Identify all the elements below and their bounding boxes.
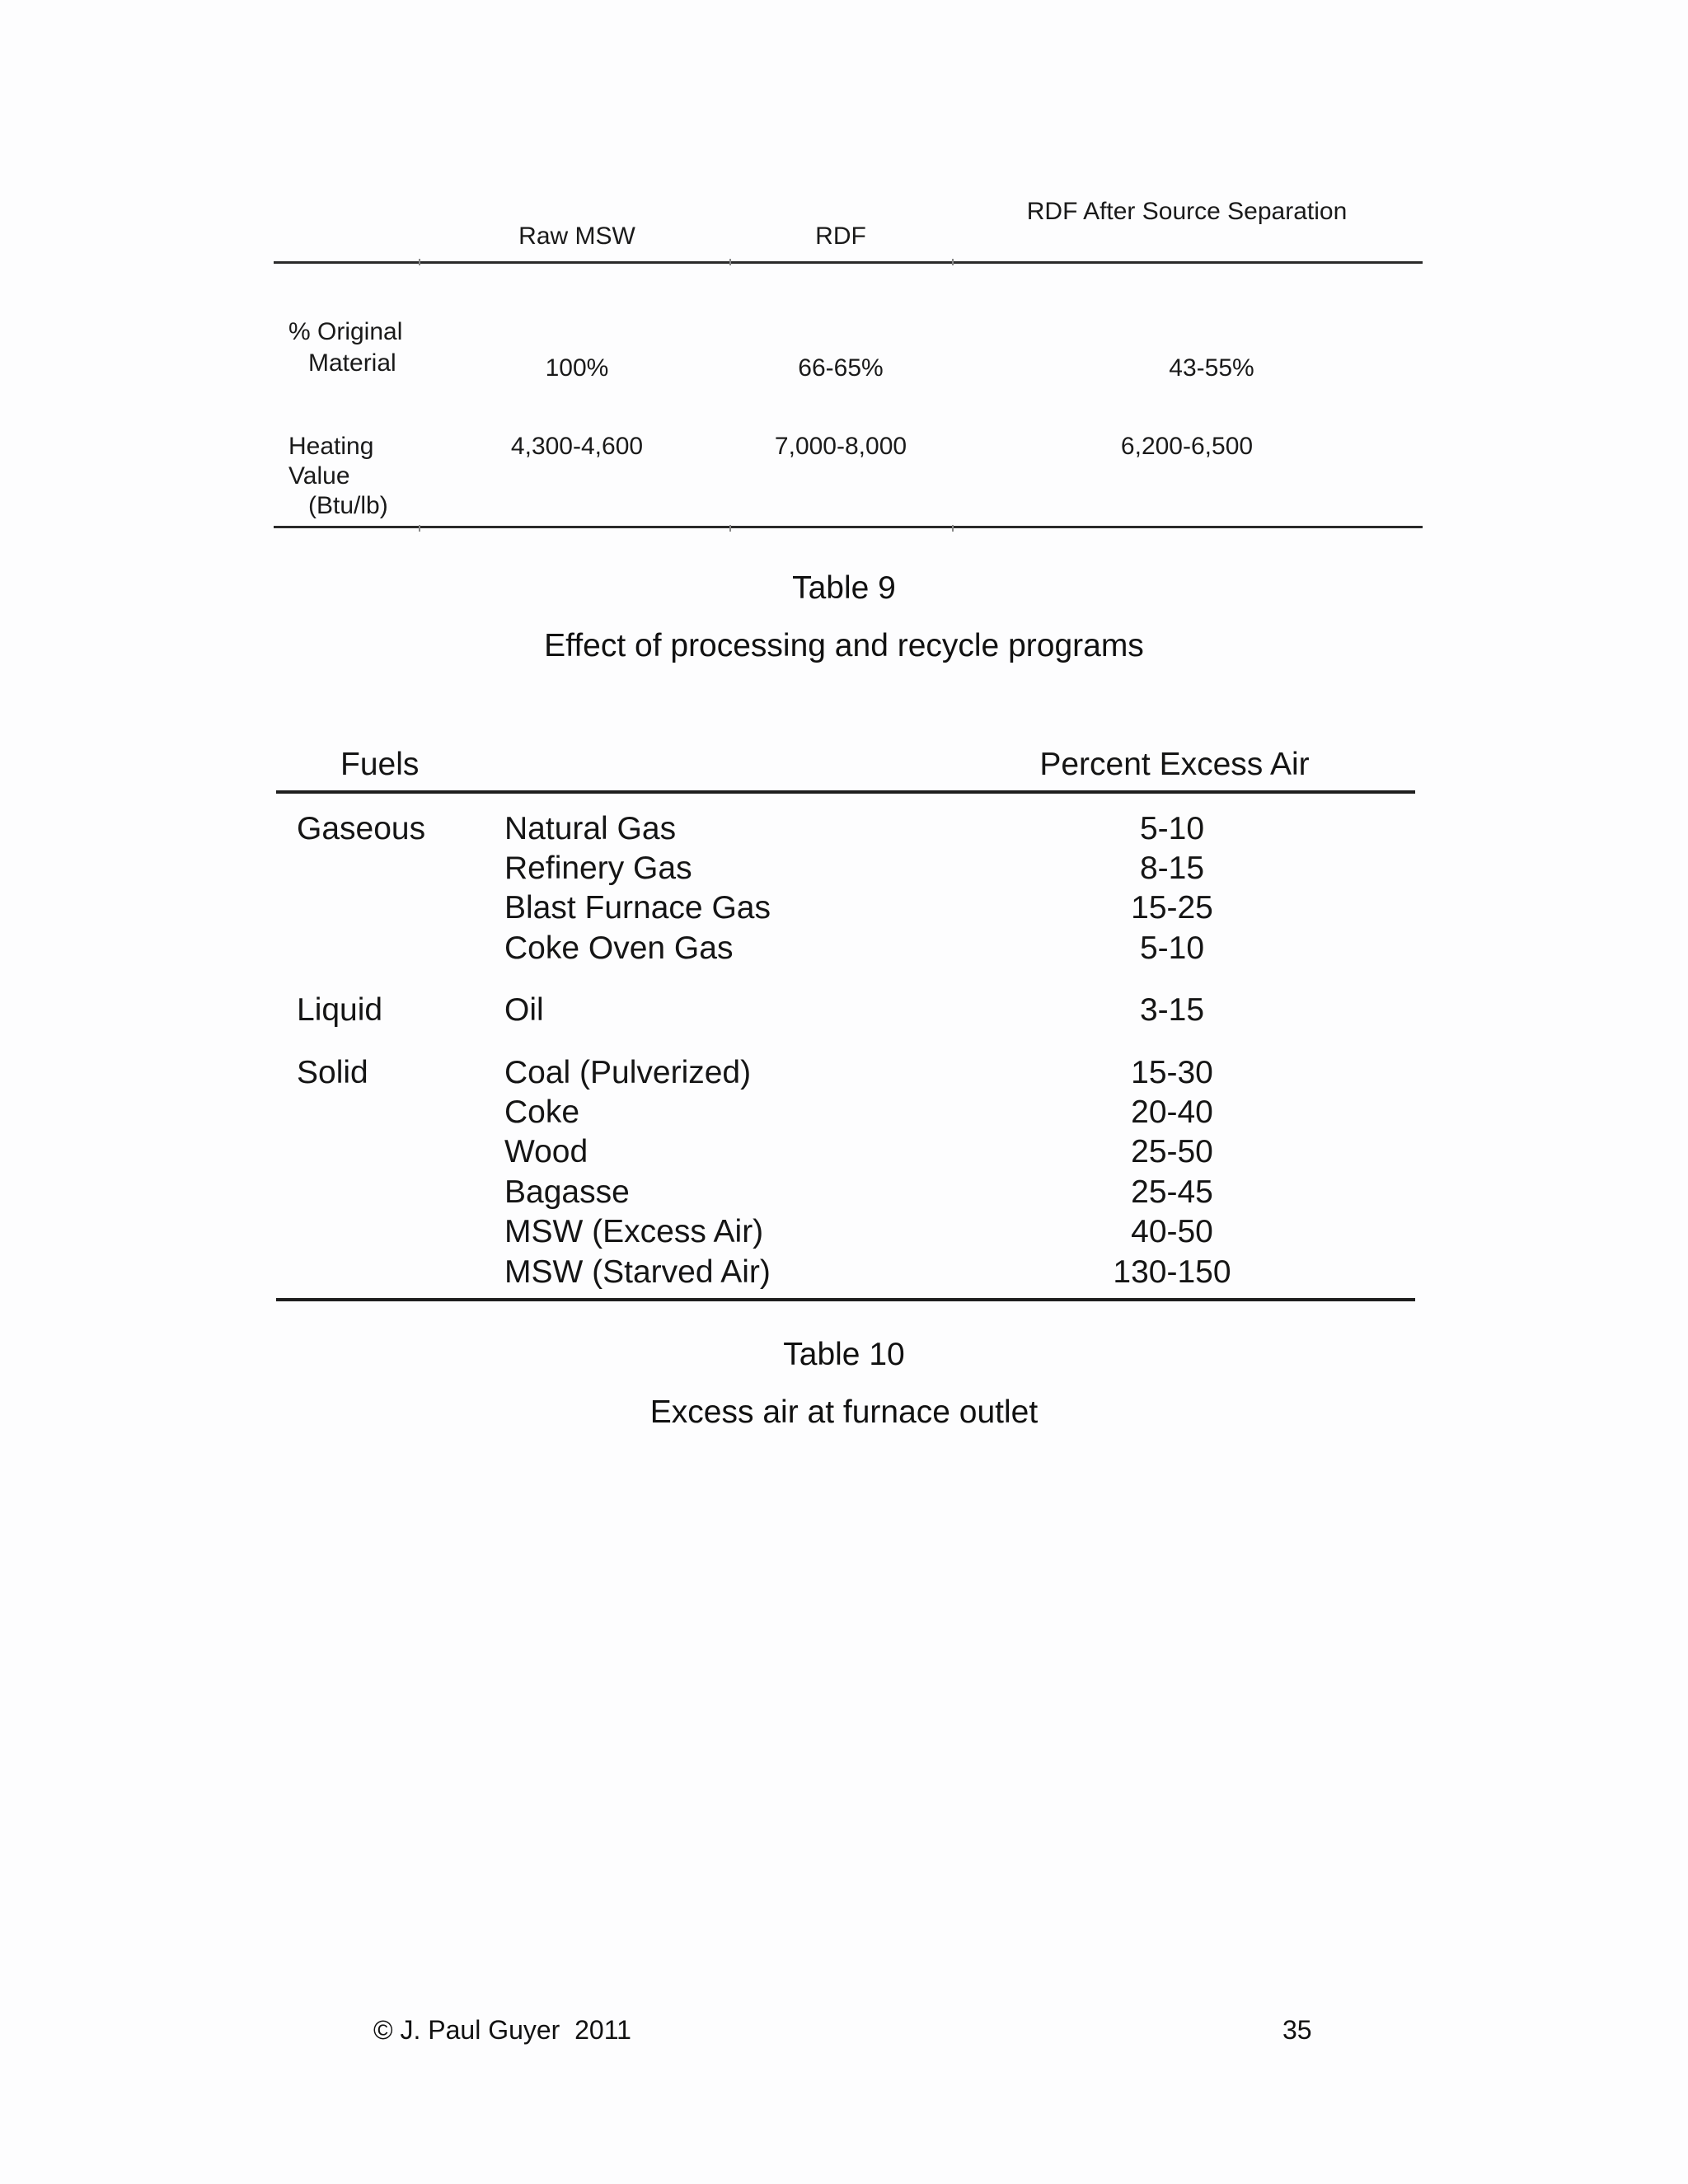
table10-category: Solid [297, 1055, 368, 1090]
table10-caption-title: Excess air at furnace outlet [649, 1394, 1039, 1430]
page-number: 35 [1282, 2015, 1312, 2045]
table10-value: 15-30 [1131, 1055, 1213, 1090]
table10-fuel: MSW (Excess Air) [504, 1214, 764, 1249]
table10-value: 20-40 [1131, 1094, 1213, 1130]
table9-row-label [288, 316, 402, 379]
table9-tick [419, 259, 420, 265]
table10-bottom-rule [276, 1298, 1415, 1301]
table9-cell: 4,300-4,600 [510, 433, 644, 460]
table10-fuel: Bagasse [504, 1174, 630, 1210]
table9-header-rdf: RDF [815, 223, 866, 250]
table10-fuel: Wood [504, 1134, 588, 1169]
table10-value: 5-10 [1139, 930, 1205, 966]
table9-header-rdf-after: RDF After Source Separation [1026, 198, 1348, 225]
table9-row-label-line: Heating [288, 433, 374, 460]
table10-value: 15-25 [1131, 890, 1213, 926]
table9-tick [419, 525, 420, 532]
table10-caption-number: Table 10 [783, 1337, 905, 1372]
table10-fuel: Coke Oven Gas [504, 930, 734, 966]
table9-row-label-line: (Btu/lb) [308, 492, 388, 519]
table9-row-label [288, 432, 388, 521]
table9-cell: 43-55% [1169, 354, 1254, 382]
table10-header-fuels: Fuels [340, 747, 420, 782]
table9-header-raw-msw: Raw MSW [518, 223, 635, 250]
table9-cell: 100% [545, 354, 609, 382]
table9-cell: 7,000-8,000 [774, 433, 907, 460]
table10-category: Liquid [297, 992, 383, 1028]
table10-value: 3-15 [1139, 992, 1205, 1028]
table10-value: 25-50 [1131, 1134, 1213, 1169]
table9-row-label-line: % Original [288, 318, 403, 345]
table9-top-rule [274, 261, 1423, 264]
table10-fuel: Oil [504, 992, 544, 1028]
table10-fuel: Refinery Gas [504, 851, 692, 886]
table10-header-percent: Percent Excess Air [1039, 747, 1310, 782]
table9-bottom-rule [274, 526, 1423, 528]
table10-value: 25-45 [1131, 1174, 1213, 1210]
table9-tick [729, 259, 731, 265]
table9-cell: 66-65% [798, 354, 884, 382]
table10-fuel: Coal (Pulverized) [504, 1055, 752, 1090]
table9-cell: 6,200-6,500 [1120, 433, 1254, 460]
table9-tick [952, 525, 954, 532]
table10-fuel: Blast Furnace Gas [504, 890, 771, 926]
table9-tick [952, 259, 954, 265]
table10-value: 130-150 [1113, 1254, 1231, 1290]
table10-fuel: MSW (Starved Air) [504, 1254, 771, 1290]
table10-fuel: Natural Gas [504, 811, 677, 846]
table10-top-rule [276, 790, 1415, 794]
table9-caption-number: Table 9 [792, 570, 896, 606]
table9-tick [729, 525, 731, 532]
table9-caption-title: Effect of processing and recycle programs [544, 628, 1144, 663]
table10-value: 5-10 [1139, 811, 1205, 846]
table10-value: 40-50 [1131, 1214, 1213, 1249]
footer-copyright: © J. Paul Guyer 2011 [373, 2015, 631, 2045]
table9-row-label-line: Material [308, 349, 396, 377]
table10-value: 8-15 [1139, 851, 1205, 886]
table10-category: Gaseous [297, 811, 426, 846]
table9-row-label-line: Value [288, 462, 350, 490]
table10-fuel: Coke [504, 1094, 580, 1130]
